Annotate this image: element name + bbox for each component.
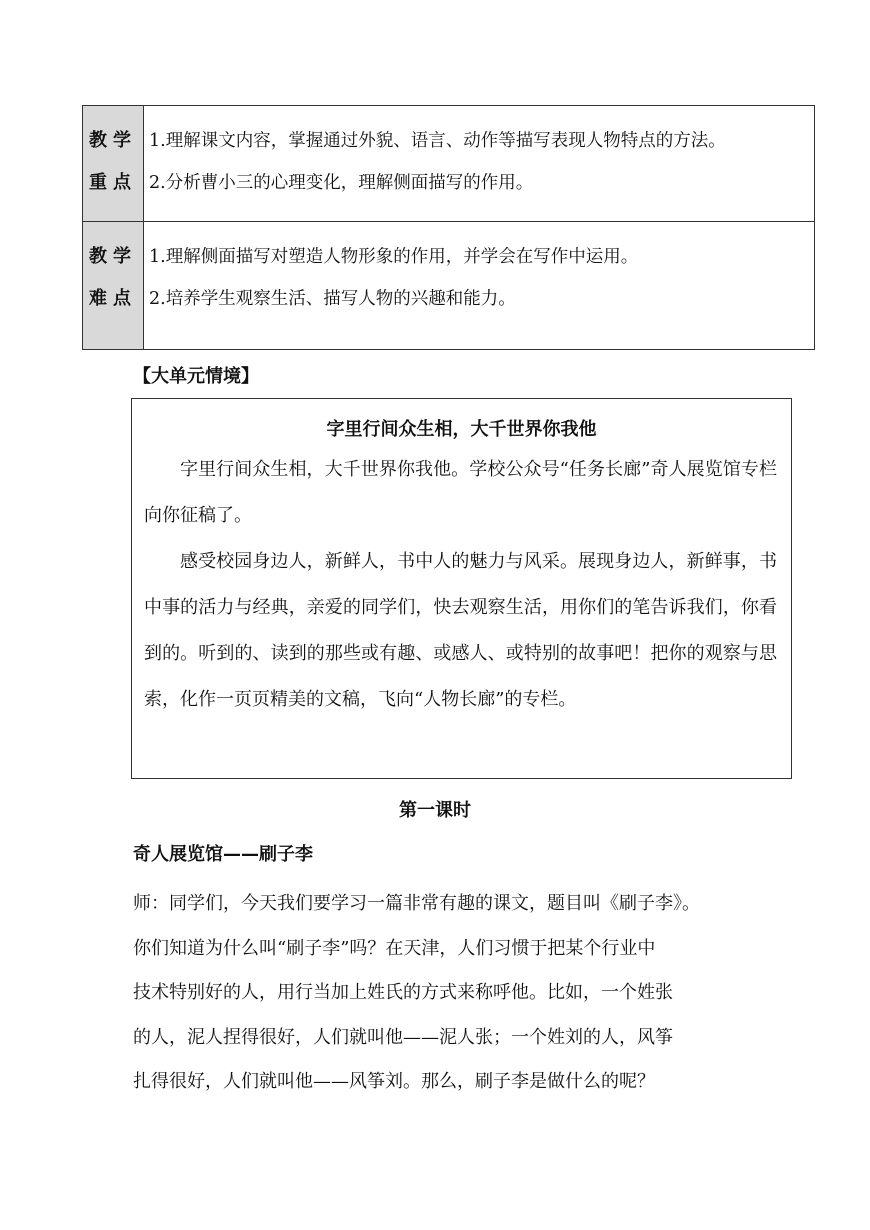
label-line: 教学: [89, 246, 137, 267]
objective-item: 1.理解侧面描写对塑造人物形象的作用，并学会在写作中运用。: [149, 247, 639, 267]
teaching-objectives-table: [82, 105, 815, 350]
scenario-heading: 【大单元情境】: [133, 366, 259, 387]
objective-content-key-points: [144, 106, 815, 222]
scenario-box: [131, 398, 792, 779]
teacher-line: 你们知道为什么叫“刷子李”吗？在天津，人们习惯于把某个行业中: [133, 937, 656, 959]
teacher-line: 技术特别好的人，用行当加上姓氏的方式来称呼他。比如，一个姓张: [133, 982, 673, 1003]
objective-row-difficulties: [83, 222, 815, 350]
objective-content-difficulties: [144, 222, 815, 350]
objective-label-key-points: [83, 106, 144, 222]
label-line: 教学: [89, 130, 137, 151]
scenario-body: [144, 447, 777, 723]
scenario-paragraph: 字里行间众生相，大千世界你我他。学校公众号“任务长廊”奇人展览馆专栏向你征稿了。: [144, 459, 777, 526]
teacher-line: 的人，泥人捏得很好，人们就叫他——泥人张；一个姓刘的人，风筝: [133, 1026, 673, 1048]
objective-item: 2.分析曹小三的心理变化，理解侧面描写的作用。: [149, 173, 534, 193]
objective-label-difficulties: [83, 222, 144, 350]
objective-row-key-points: [83, 106, 815, 222]
scenario-title: 字里行间众生相，大千世界你我他: [326, 419, 597, 440]
label-line: 难点: [89, 288, 137, 309]
scenario-paragraph: 感受校园身边人，新鲜人，书中人的魅力与风采。展现身边人，新鲜事，书中事的活力与经典，亲爱的同学们，快去观察生活，用你们的笔告诉我们，你看到的。听到的、读到的那些或有趣、或感人、或特别的故事吧！把你的观察与思索，化作一页页精美的文稿，飞向“人物长廊”的专栏。: [144, 551, 777, 710]
lesson-title: 第一课时: [399, 800, 471, 821]
teacher-line: 扎得很好，人们就叫他——风筝刘。那么，刷子李是做什么的呢？: [133, 1071, 655, 1092]
section-title: 奇人展览馆——刷子李: [133, 844, 313, 865]
label-line: 重点: [89, 172, 137, 193]
objective-item: 2.培养学生观察生活、描写人物的兴趣和能力。: [149, 289, 516, 309]
teacher-line: 师：同学们，今天我们要学习一篇非常有趣的课文，题目叫《刷子李》。: [133, 893, 700, 914]
teacher-speech: [133, 882, 700, 1105]
objective-item: 1.理解课文内容，掌握通过外貌、语言、动作等描写表现人物特点的方法。: [149, 131, 726, 151]
